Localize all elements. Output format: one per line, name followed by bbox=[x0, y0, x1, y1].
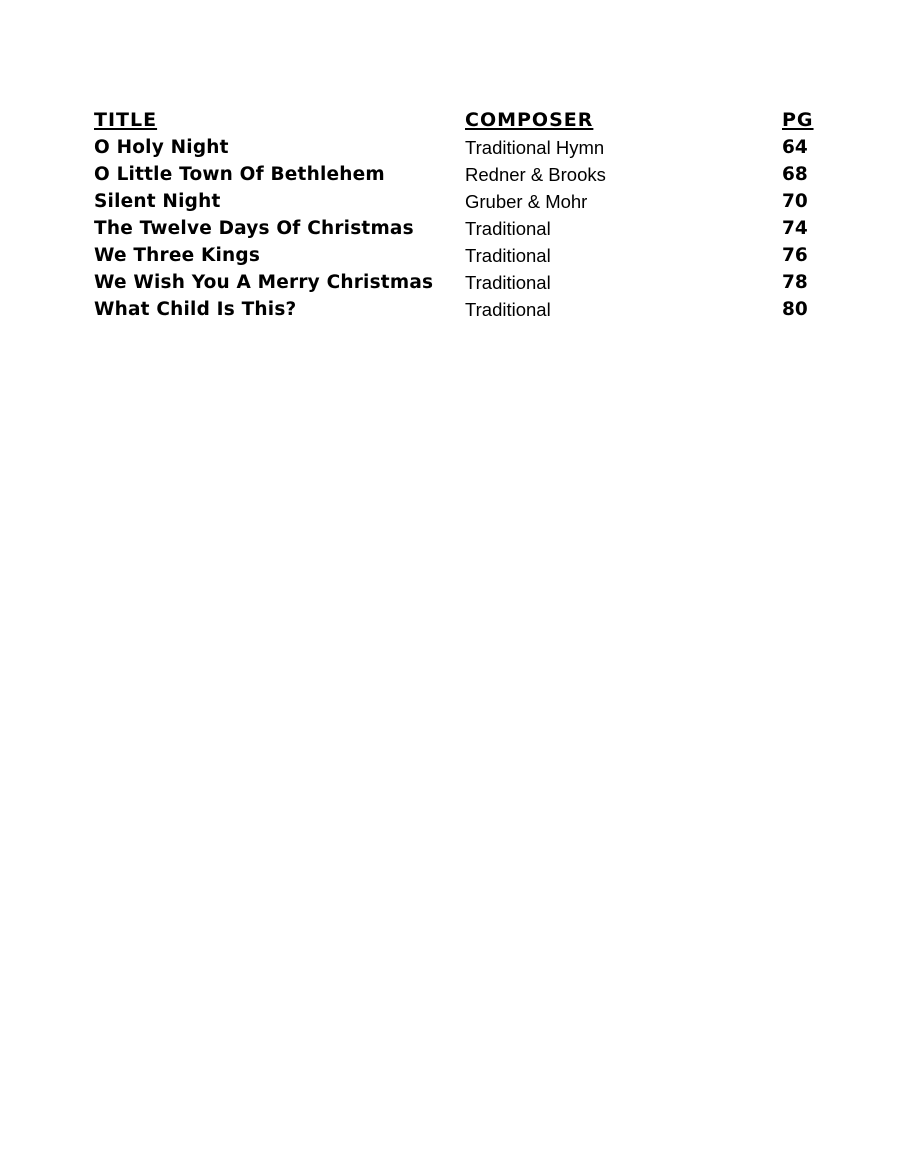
song-composer: Traditional bbox=[465, 272, 551, 293]
song-title: Silent Night bbox=[94, 191, 221, 212]
song-page: 76 bbox=[782, 245, 808, 266]
song-page: 64 bbox=[782, 137, 808, 158]
song-title: What Child Is This? bbox=[94, 299, 297, 320]
table-row bbox=[94, 161, 824, 188]
composer-column-header: COMPOSER bbox=[465, 109, 594, 131]
song-composer: Traditional bbox=[465, 245, 551, 266]
table-row bbox=[94, 215, 824, 242]
table-row bbox=[94, 269, 824, 296]
song-composer: Traditional Hymn bbox=[465, 137, 605, 158]
song-title: We Wish You A Merry Christmas bbox=[94, 272, 434, 293]
song-composer: Traditional bbox=[465, 218, 551, 239]
song-page: 74 bbox=[782, 218, 808, 239]
song-page: 70 bbox=[782, 191, 808, 212]
song-composer: Traditional bbox=[465, 299, 551, 320]
song-page: 78 bbox=[782, 272, 808, 293]
header-row bbox=[94, 107, 824, 134]
table-row bbox=[94, 242, 824, 269]
song-composer: Gruber & Mohr bbox=[465, 191, 588, 212]
table-of-contents bbox=[94, 107, 824, 323]
table-row bbox=[94, 188, 824, 215]
song-page: 68 bbox=[782, 164, 808, 185]
table-row bbox=[94, 134, 824, 161]
song-title: O Little Town Of Bethlehem bbox=[94, 164, 385, 185]
song-title: We Three Kings bbox=[94, 245, 261, 266]
page-column-header: PG bbox=[782, 109, 814, 131]
title-column-header: TITLE bbox=[94, 109, 158, 131]
song-title: O Holy Night bbox=[94, 137, 229, 158]
table-row bbox=[94, 296, 824, 323]
song-page: 80 bbox=[782, 299, 808, 320]
song-composer: Redner & Brooks bbox=[465, 164, 606, 185]
song-title: The Twelve Days Of Christmas bbox=[94, 218, 414, 239]
